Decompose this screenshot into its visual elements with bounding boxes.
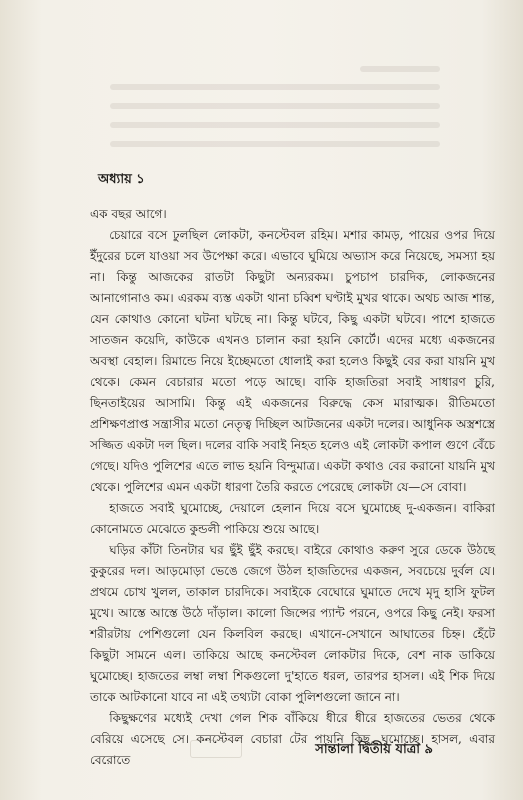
body-text (90, 204, 495, 771)
faint-stamp (190, 740, 242, 758)
opening-line: এক বছর আগে। (90, 207, 167, 221)
paragraph: চেয়ারে বসে ঢুলছিল লোকটা, কনস্টেবল রহিম। মশার কামড়, পায়ের ওপর দিয়ে ইঁদুরের চলে যাওয়া সব উপেক্ষা করে। এভাবে ঘুমিয়ে অভ্যাস করে নিয়েছে, সমস্যা হয় না। কিন্তু আজকের রাতটা কিছুটা অন্যরকম। চুপচাপ চারদিক, লোকজনের আনাগোনাও কম। এরকম ব্যস্ত একটা থানা চব্বিশ ঘণ্টাই মুখর থাকে। অথচ আজ শান্ত, যেন কোথাও কোনো ঘটনা ঘটছে না। কিন্তু ঘটবে, কিছু একটা ঘটবে। পাশে হাজতে সাতজন কয়েদি, কাউকে এখনও চালান করা হয়নি কোর্টে। এদের মধ্যে একজনের অবস্থা বেহাল। রিমান্ডে নিয়ে ইচ্ছেমতো ধোলাই করা হলেও কিছুই বের করা যায়নি মুখ থেকে। কেমন বেচারার মতো পড়ে আছে। বাকি হাজতিরা সবাই সাধারণ চুরি, ছিনতাইয়ের আসামি। কিন্তু এই একজনের বিরুদ্ধে কেস মারাত্মক। রীতিমতো প্রশিক্ষণপ্রাপ্ত সন্ত্রাসীর মতো নেতৃত্ব দিচ্ছিল আটজনের একটা দলের। আধুনিক অস্ত্রশস্ত্রে সজ্জিত একটা দল ছিল। দলের বাকি সবাই নিহত হলেও এই লোকটা কপাল গুণে বেঁচে গেছে। যদিও পুলিশের এতে লাভ হয়নি বিন্দুমাত্র। একটা কথাও বের করানো যায়নি মুখ থেকে। পুলিশের এমন একটা ধারণা তৈরি করতে পেরেছে লোকটা যে—সে বোবা। (90, 228, 495, 494)
chapter-heading: অধ্যায় ১ (98, 172, 145, 187)
paragraph: ঘড়ির কাঁটা তিনটার ঘর ছুঁই ছুঁই করছে। বাইরে কোথাও করুণ সুরে ডেকে উঠছে কুকুরের দল। আড়মোড়া ভেঙে জেগে উঠল হাজতিদের একজন, সবচেয়ে দুর্বল যে। প্রথমে চোখ খুলল, তাকাল চারদিকে। সবাইকে বেঘোরে ঘুমাতে দেখে মৃদু হাসি ফুটল মুখে। আস্তে আস্তে উঠে দাঁড়াল। কালো জিন্সের প্যান্ট পরনে, ওপরে কিছু নেই। ফরসা শরীরটায় পেশিগুলো যেন কিলবিল করছে। এখানে-সেখানে আঘাতের চিহ্ন। হেঁটে কিছুটা সামনে এল। তাকিয়ে আছে কনস্টেবল লোকটার দিকে, বেশ নাক ডাকিয়ে ঘুমোচ্ছে। হাজতের লম্বা লম্বা শিকগুলো দু'হাতে ধরল, তারপর হাসল। এই শিক দিয়ে তাকে আটকানো যাবে না এই তথ্যটা বোকা পুলিশগুলো জানে না। (90, 543, 495, 704)
paragraph: হাজতে সবাই ঘুমোচ্ছে, দেয়ালে হেলান দিয়ে বসে ঘুমোচ্ছে দু-একজন। বাকিরা কোনোমতে মেঝেতে কুন্ডলী পাকিয়ে শুয়ে আছে। (90, 501, 495, 536)
paragraph: কিছুক্ষণের মধ্যেই দেখা গেল শিক বাঁকিয়ে ধীরে ধীরে হাজতের ভেতর থেকে বেরিয়ে এসেছে সে। কনস্টেবল বেচারা টের পায়নি কিছু, ঘুমোচ্ছে। হাসল, এবার বেরোতে (90, 711, 495, 767)
show-through-text (0, 0, 523, 160)
running-footer: সান্তালা দ্বিতীয় যাত্রা ৯ (315, 742, 433, 757)
page-footer (0, 738, 523, 762)
